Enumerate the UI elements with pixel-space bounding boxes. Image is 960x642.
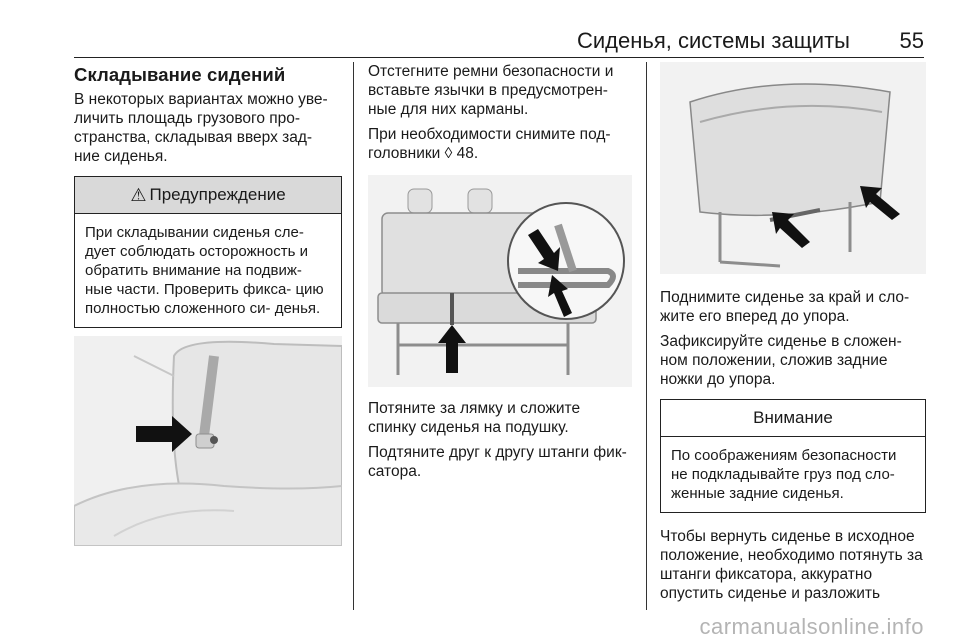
notice-text: По соображениям безопасности не подкладывайте груз под сло- женные задние сиденья. [671,447,897,502]
column-1 [74,62,342,546]
column-2 [368,62,632,487]
page-number: 55 [899,28,924,53]
paragraph: Поднимите сиденье за край и сло- жите его вперед до упора. [660,289,910,325]
watermark: carmanualsonline.info [699,614,924,639]
warning-icon: ⚠ [130,184,147,205]
page-title: Сиденья, системы защиты [576,28,850,53]
paragraph: Зафиксируйте сиденье в сложен- ном положении, сложив задние ножки до упора. [660,333,902,388]
paragraph: Чтобы вернуть сиденье в исходное положение, необходимо потянуть за штанги фиксатора, аккуратно опустить сиденье и разложить [660,528,923,602]
warning-text: При складывании сиденья сле- дует соблюдать осторожность и обратить внимание на подвиж- ные части. Проверить фикса- цию полностью сложенного си- денья. [85,224,324,317]
seat-fold-illustration [368,175,632,387]
seat-belt-illustration [74,336,342,546]
warning-box [74,176,342,328]
intro-paragraph: В некоторых вариантах можно уве- личить площадь грузового про- странства, складывая вверх зад- ние сиденья. [74,91,328,165]
paragraph: Потяните за лямку и сложите спинку сиденья на подушку. [368,400,581,436]
notice-box [660,399,926,513]
paragraph: При необходимости снимите под- головники ◊ 48. [368,126,611,162]
warning-title: Предупреждение [149,185,286,204]
notice-header [661,400,925,437]
section-heading: Складывание сидений [74,64,286,85]
warning-header [75,177,341,214]
page-header [0,28,960,58]
notice-title: Внимание [753,408,833,427]
column-divider [353,62,354,610]
column-3 [660,62,926,609]
paragraph: Подтяните друг к другу штанги фик- сатора. [368,444,627,480]
column-divider [646,62,647,610]
folded-seat-illustration [660,62,926,274]
header-rule [74,57,924,58]
paragraph: Отстегните ремни безопасности и вставьте язычки в предусмотрен- ные для них карманы. [368,63,614,118]
